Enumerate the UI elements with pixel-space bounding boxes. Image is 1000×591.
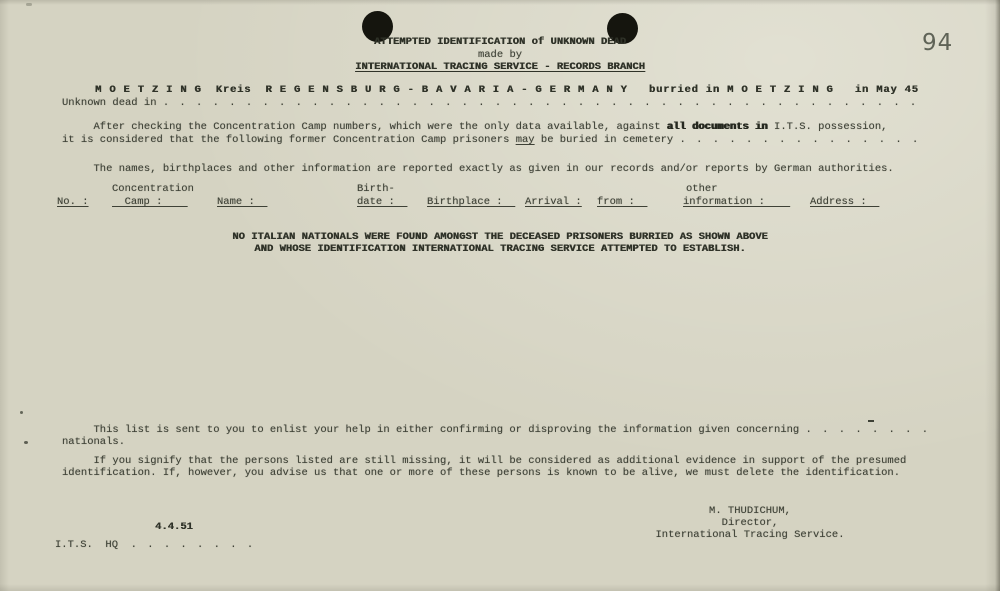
column-header-address: Address : <box>810 196 880 208</box>
paragraph-text: After checking the Concentration Camp numbers, which were the only data available, against <box>62 121 667 133</box>
column-header-date: date : <box>357 196 408 208</box>
footer-dept-line <box>55 539 253 552</box>
column-header-name: Name : <box>217 196 268 208</box>
column-header-birthplace: Birthplace : <box>427 196 516 208</box>
column-header-other: other <box>686 183 718 195</box>
column-header-camp: Camp : <box>112 196 188 208</box>
column-header-from: from : <box>597 196 648 208</box>
column-header-birth: Birth- <box>357 183 395 195</box>
signature-org: International Tracing Service. <box>655 529 845 541</box>
paragraph-text: This list is sent to you to enlist your help in either confirming or disproving the information given concerning <box>62 424 806 436</box>
unknown-dead-line <box>62 97 916 110</box>
notice-line-1: NO ITALIAN NATIONALS WERE FOUND AMONGST THE DECEASED PRISONERS BURRIED AS SHOWN ABOVE <box>232 231 768 243</box>
underlined-may: may <box>515 134 535 146</box>
closing-paragraph-2-line-2: identification. If, however, you advise us that one or more of these persons is known to be alive, we must delete the identification. <box>62 467 901 479</box>
page-number: 94 <box>922 30 954 56</box>
paragraph-1-line-1 <box>62 121 887 134</box>
column-header-concentration: Concentration <box>112 183 194 195</box>
column-header-information: information : <box>683 196 791 208</box>
paragraph-text: be buried in cemetery <box>534 134 680 146</box>
footer-dept-label: I.T.S. HQ <box>55 539 131 551</box>
fill-in-dots: . . . . . . . . <box>805 424 929 436</box>
paragraph-text: I.T.S. possession, <box>767 121 888 133</box>
column-header-no: No. : <box>57 196 89 208</box>
overscore-mark <box>868 420 874 422</box>
overstruck-text: all documents in <box>666 121 768 133</box>
footer-date: 4.4.51 <box>155 521 193 533</box>
paragraph-1-line-2 <box>62 134 918 147</box>
scan-artifact <box>26 3 32 6</box>
column-header-arrival: Arrival : <box>525 196 582 208</box>
closing-paragraph-2-line-1: If you signify that the persons listed are still missing, it will be considered as additional evidence in support of the presumed <box>62 455 907 467</box>
fill-in-dots: . . . . . . . . . . . . . . . <box>679 134 919 146</box>
org-line <box>7 61 993 74</box>
paragraph-text: it is considered that the following former Concentration Camp prisoners <box>62 134 516 146</box>
ink-speck <box>24 441 28 444</box>
document-title: ATTEMPTED IDENTIFICATION of UNKNOWN DEAD <box>373 36 627 48</box>
made-by-line: made by <box>477 49 523 61</box>
signature-title: Director, <box>721 517 779 529</box>
unknown-dead-label: Unknown dead in <box>62 97 163 109</box>
org-line-text: INTERNATIONAL TRACING SERVICE - RECORDS BRANCH <box>355 61 645 73</box>
paragraph-2: The names, birthplaces and other information are reported exactly as given in our records and/or reports by German authorities. <box>62 163 894 175</box>
fill-in-dots: . . . . . . . . . . . . . . . . . . . . . . . . . . . . . . . . . . . . . . . . . . . . . . <box>162 97 917 109</box>
subject-location-line: M O E T Z I N G Kreis R E G E N S B U R G - B A V A R I A - G E R M A N Y burried in M O E T Z I N G in May 45 <box>95 84 919 96</box>
closing-paragraph-1-line-1 <box>62 424 928 437</box>
notice-line-2: AND WHOSE IDENTIFICATION INTERNATIONAL TRACING SERVICE ATTEMPTED TO ESTABLISH. <box>254 243 746 255</box>
signature-name: M. THUDICHUM, <box>709 505 791 517</box>
ink-speck <box>20 411 23 414</box>
fill-in-dots: . . . . . . . . <box>130 539 254 551</box>
closing-paragraph-1-line-2: nationals. <box>62 436 126 448</box>
